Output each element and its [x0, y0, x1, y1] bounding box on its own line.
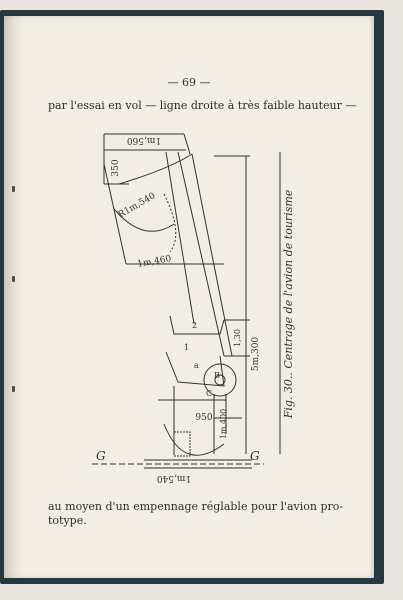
dim-top-label: 1m,560 — [126, 135, 162, 145]
dim-950-label: 950 — [195, 413, 213, 423]
text-line-bottom-2: totype. — [48, 514, 87, 527]
text-line-top: par l'essai en vol — ligne droite à très faible hauteur — — [48, 99, 357, 112]
dim-diag-label: 1m,460 — [136, 254, 173, 270]
fuselage-diag-1 — [166, 152, 194, 324]
point-2-label: 2 — [192, 321, 198, 330]
tail-curve — [164, 424, 224, 455]
fuselage-diag-2 — [178, 152, 224, 356]
dim-bottom-label: 1m,540 — [156, 473, 192, 483]
dim-130-label: 1,30 — [233, 329, 242, 347]
cg-left-label: G — [96, 449, 106, 463]
cg-right-label: G — [250, 449, 260, 463]
point-1-label: 1 — [184, 343, 190, 352]
point-b-label: B — [214, 371, 220, 380]
figure-caption: Fig. 30.. Centrage de l'avion de tourisme — [282, 189, 295, 419]
binding-marks — [12, 186, 18, 406]
page-number: — 69 — — [167, 76, 211, 89]
book-page — [4, 16, 374, 578]
point-a-label: a — [194, 361, 199, 370]
text-line-bottom-1: au moyen d'un empennage réglable pour l'avion pro- — [48, 500, 344, 513]
drawing-canvas — [74, 124, 314, 490]
dim-span-label: 5m,300 — [251, 336, 261, 372]
dim-350-label: 350 — [111, 159, 121, 177]
dim-1400-label: 1m,400 — [219, 408, 228, 440]
technical-drawing — [74, 124, 314, 490]
dim-radius-label: R1m,540 — [116, 191, 158, 221]
point-c-label: C — [206, 389, 213, 398]
